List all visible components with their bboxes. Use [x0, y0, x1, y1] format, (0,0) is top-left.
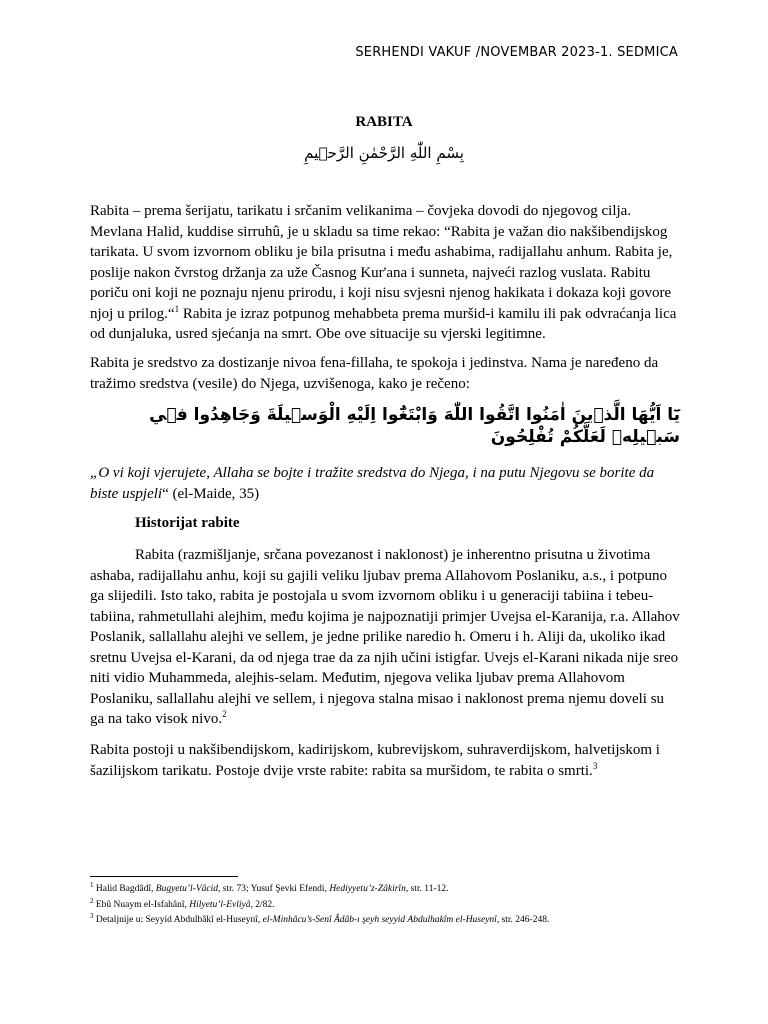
footnote-divider: [90, 876, 238, 877]
paragraph-2: [90, 353, 680, 394]
page-header: SERHENDI VAKUF /NOVEMBAR 2023-1. SEDMICA: [355, 45, 678, 60]
paragraph-1-text-b: Rabita je izraz potpunog mehabbeta prema muršid-i kamilu ili pak odvraćanja lica od dunjaluka, usred sjećanja na smrt. Obe ove situacije su vjerski legitimne.: [90, 305, 677, 342]
footnote-2: $^2$ Ebû Nuaym el-Isfahânî, Hilyetu’l-Evliyâ, 2/82.: [90, 896, 275, 910]
footnote-ref-3[interactable]: 3: [592, 760, 598, 771]
paragraph-4-text: Rabita postoji u nakšibendijskom, kadirijskom, kubrevijskom, suhraverdijskom, halvetijskom i šazilijskom tarikatu. Postoje dvije vrste rabite: rabita sa muršidom, te rabita o smrti.: [90, 742, 660, 779]
footnotes: [90, 882, 690, 929]
paragraph-1-text-a: Rabita – prema šerijatu, tarikatu i srčanim velikanima – čovjeka dovodi do njegovog cilja. Mevlana Halid, kuddise sirruhû, je u skladu sa time rekao: “Rabita je važan dio nakšibendijskog tarikata. U svom izvornom obliku je bila prisutna i među ashabima, radijallahu anhum. Rabita je, poslije nakon čvrstog držanja za uže Časnog Kur'ana i sunneta, najveći razlog vuslata. Rabitu poriču oni koji ne poznaju njenu prirodu, i koji nisu svjesni njenog hakikata i dokaza koji govore njoj u prilog.“: [90, 203, 673, 322]
paragraph-4: [90, 740, 680, 781]
quran-ayah: يَٓا اَيُّهَا الَّذ۪ينَ اٰمَنُوا اتَّقُوا اللّٰهَ وَابْتَغُٓوا اِلَيْهِ الْوَس۪يلَةَ وَجَاهِدُوا ف۪ي سَب۪يلِه۪ لَعَلَّكُمْ تُفْلِحُونَ: [149, 405, 680, 447]
footnote-3: $^3$ Detaljnije u: Seyyid Abdulbâkî el-Huseynî, el-Minhâcu’s-Senî Âdâb-ı şeyh seyyid Abdulhakîm el-Huseynî, str. 246-248.: [90, 911, 550, 925]
ayah-translation: [90, 463, 680, 504]
paragraph-3-text: Rabita (razmišljanje, srčana povezanost i naklonost) je inherentno prisutna u životima ashaba, radijallahu anhu, koji su gajili veliku ljubav prema Allahovom Poslaniku, a.s., i potpuno ga slijedili. Isto tako, rabita je postojala u svom izvornom obliku i u generaciji tabiina i tebeu-tabiina, rahmetullahi alejhim, među kojima je najpoznatiji primjer Uvejsa el-Karanija, r.a. Allahov Poslanik, sallallahu alejhi ve sellem, je jedne prilike naredio h. Omeru i h. Aliji da, ukoliko ikad sretnu Uvejsa el-Karani, da od njega trae da za njih učini istigfar. Uvejs el-Karani nikada nije sreo niti vidio Muhammeda, alejhis-selam. Međutim, njegova velika ljubav prema Allahovom Poslaniku, sallallahu alejhi ve sellem, i njegova stalna misao i naklonost prema njemu doveli su ga na tako visok nivo.: [90, 547, 680, 727]
paragraph-3: [90, 545, 680, 730]
translation-quote: „O vi koji vjerujete, Allaha se bojte i tražite sredstva do Njega, i na putu Njegovu se borite da biste uspjeli: [90, 465, 655, 502]
paragraph-2-text: Rabita je sredstvo za dostizanje nivoa fena-fillaha, te spokoja i jedinstva. Nama je naređeno da tražimo sredstva (vesile) do Njega, uzvišenoga, kako je rečeno:: [90, 355, 659, 392]
section-heading: Historijat rabite: [135, 515, 240, 531]
document-title: RABITA: [355, 114, 413, 130]
paragraph-1: [90, 201, 680, 345]
footnote-ref-1[interactable]: 1: [174, 303, 180, 314]
translation-source: “ (el-Maide, 35): [162, 485, 260, 502]
basmala: بِسْمِ اللّٰهِ الرَّحْمٰنِ الرَّح۪يمِ: [304, 144, 464, 162]
footnote-ref-2[interactable]: 2: [222, 709, 227, 719]
footnote-1: $^1$ Halid Bagdâdî, Bugyetu’l-Vâcid, str. 73; Yusuf Şevki Efendi, Hediyyetu’z-Zâkirîn, str. 11-12.: [90, 880, 449, 894]
